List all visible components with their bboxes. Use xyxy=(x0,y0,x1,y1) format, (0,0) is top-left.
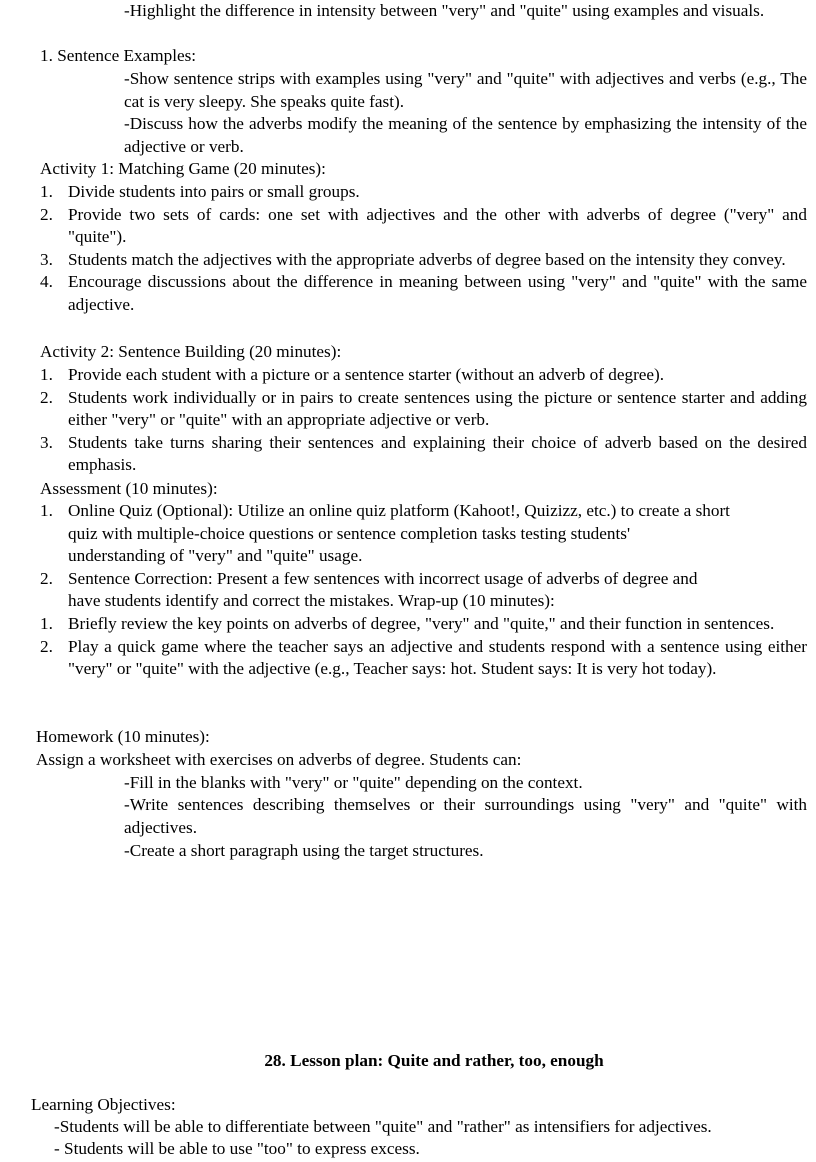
list-item-line: quiz with multiple-choice questions or sentence completion tasks testing students' xyxy=(68,523,631,543)
list-item-text: Divide students into pairs or small groups. xyxy=(68,182,360,201)
list-number: 2. xyxy=(40,568,53,588)
list-item-line: understanding of "very" and "quite" usage. xyxy=(68,546,363,566)
list-number: 1. xyxy=(40,365,53,384)
list-item xyxy=(40,249,807,272)
assessment-heading: Assessment (10 minutes): xyxy=(40,479,218,498)
list-item-text: Students match the adjectives with the appropriate adverbs of degree based on the intensity they convey. xyxy=(68,249,786,269)
list-number: 1. xyxy=(40,182,53,201)
list-number: 3. xyxy=(40,432,53,452)
activity2-list xyxy=(40,364,807,477)
assessment-list xyxy=(40,500,807,613)
list-number: 2. xyxy=(40,204,53,224)
list-item-text: Provide two sets of cards: one set with adjectives and the other with adverbs of degree ("very" and "quite"). xyxy=(68,204,807,247)
homework-heading: Homework (10 minutes): xyxy=(36,727,210,746)
list-item xyxy=(40,387,807,432)
list-item-line: Sentence Correction: Present a few sentences with incorrect usage of adverbs of degree and xyxy=(68,568,698,588)
sentence-examples-heading: 1. Sentence Examples: xyxy=(40,46,197,65)
list-number: 1. xyxy=(40,501,53,520)
homework-intro: Assign a worksheet with exercises on adverbs of degree. Students can: xyxy=(36,750,522,769)
objective-item: -Students will be able to differentiate between "quite" and "rather" as intensifiers for adjectives. xyxy=(54,1117,712,1136)
indent-item-highlight: -Highlight the difference in intensity between "very" and "quite" using examples and visuals. xyxy=(124,1,765,20)
wrapup-list xyxy=(40,613,807,681)
objectives-heading: Learning Objectives: xyxy=(31,1095,176,1114)
list-item xyxy=(40,271,807,316)
lesson-title: 28. Lesson plan: Quite and rather, too, enough xyxy=(264,1051,604,1070)
activity1-heading: Activity 1: Matching Game (20 minutes): xyxy=(40,159,326,178)
list-item xyxy=(40,432,807,477)
list-item xyxy=(40,181,807,204)
list-item xyxy=(40,636,807,681)
activity1-list xyxy=(40,181,807,317)
objective-item: - Students will be able to use "too" to express excess. xyxy=(54,1139,420,1158)
list-item-line: have students identify and correct the mistakes. Wrap-up (10 minutes): xyxy=(68,591,555,611)
list-item xyxy=(40,500,807,568)
list-number: 2. xyxy=(40,636,53,656)
homework-item-write: -Write sentences describing themselves or their surroundings using "very" and "quite" with adjectives. xyxy=(124,795,807,837)
list-number: 1. xyxy=(40,614,53,633)
homework-item-paragraph: -Create a short paragraph using the target structures. xyxy=(124,841,484,860)
list-item-text: Students take turns sharing their sentences and explaining their choice of adverb based on the desired emphasis. xyxy=(68,432,807,475)
list-number: 4. xyxy=(40,272,53,292)
list-item xyxy=(40,204,807,249)
indent-item-show-strips: -Show sentence strips with examples using "very" and "quite" with adjectives and verbs (e.g., The cat is very sleepy. She speaks quite fast). xyxy=(124,69,807,111)
list-item-text: Provide each student with a picture or a sentence starter (without an adverb of degree). xyxy=(68,365,665,384)
list-item-text: Briefly review the key points on adverbs of degree, "very" and "quite," and their function in sentences. xyxy=(68,614,775,633)
list-number: 3. xyxy=(40,249,53,269)
list-item xyxy=(40,568,807,613)
list-number: 2. xyxy=(40,387,53,407)
list-item-line: Online Quiz (Optional): Utilize an online quiz platform (Kahoot!, Quizizz, etc.) to create a short xyxy=(68,501,730,520)
list-item xyxy=(40,364,807,387)
list-item xyxy=(40,613,807,636)
list-item-text: Encourage discussions about the difference in meaning between using "very" and "quite" with the same adjective. xyxy=(68,272,807,314)
list-item-text: Play a quick game where the teacher says an adjective and students respond with a sentence using either "very" or "quite" with the adjective (e.g., Teacher says: hot. Student says: It is very hot today). xyxy=(68,636,807,679)
indent-item-discuss: -Discuss how the adverbs modify the meaning of the sentence by emphasizing the intensity of the adjective or verb. xyxy=(124,114,807,156)
activity2-heading: Activity 2: Sentence Building (20 minutes): xyxy=(40,342,342,361)
list-item-text: Students work individually or in pairs to create sentences using the picture or sentence starter and adding either "very" or "quite" with an appropriate adjective or verb. xyxy=(68,387,807,430)
homework-item-fill: -Fill in the blanks with "very" or "quite" depending on the context. xyxy=(124,773,583,792)
